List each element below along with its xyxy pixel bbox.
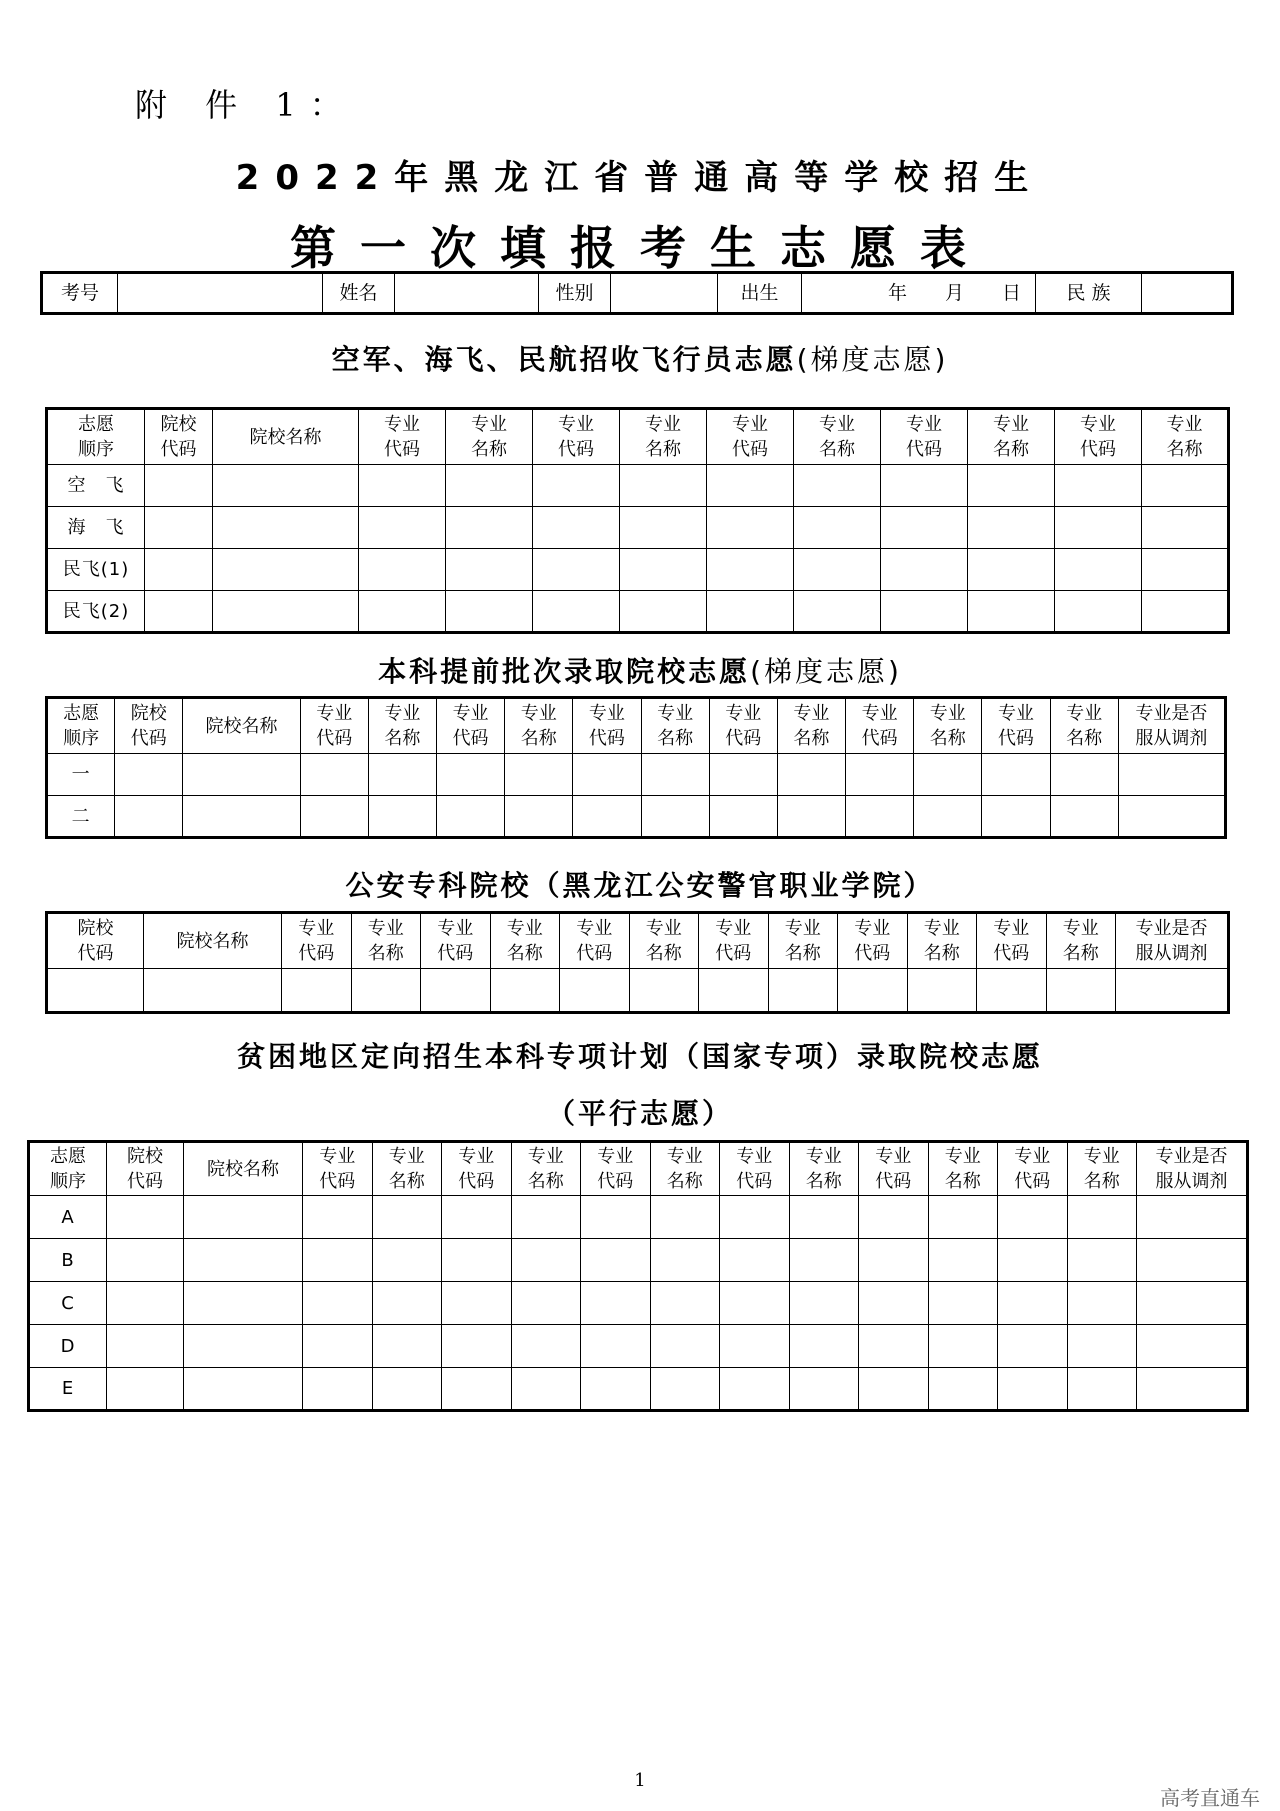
table-row: [47, 549, 1229, 591]
poverty-header-cell: 专业 名称: [511, 1142, 581, 1196]
poverty-input-cell[interactable]: [303, 1282, 373, 1325]
table-row: [47, 754, 1226, 796]
police-section-title: 公安专科院校（黑龙江公安警官职业学院）: [345, 869, 935, 902]
police-header-row: [47, 913, 1229, 969]
watermark: 高考直通车: [1160, 1786, 1260, 1810]
poverty-input-cell[interactable]: [998, 1282, 1068, 1325]
poverty-input-cell[interactable]: [372, 1196, 442, 1239]
early-header-cell: 专业是否 服从调剂: [1118, 698, 1225, 754]
pilot-input-cell[interactable]: [213, 591, 359, 633]
police-input-cell[interactable]: [838, 969, 908, 1013]
poverty-header-row: [29, 1142, 1248, 1196]
early-input-cell[interactable]: [709, 754, 777, 796]
poverty-input-cell[interactable]: [789, 1282, 859, 1325]
poverty-header-cell: 专业 代码: [720, 1142, 790, 1196]
poverty-input-cell[interactable]: [998, 1368, 1068, 1411]
police-input-cell[interactable]: [699, 969, 769, 1013]
pilot-input-cell[interactable]: [881, 549, 968, 591]
pilot-input-cell[interactable]: [359, 507, 446, 549]
poverty-input-cell[interactable]: [581, 1239, 651, 1282]
table-row: [29, 1282, 1248, 1325]
pilot-input-cell[interactable]: [707, 507, 794, 549]
poverty-header-cell: 院校名称: [184, 1142, 303, 1196]
poverty-input-cell[interactable]: [720, 1368, 790, 1411]
pilot-header-cell: 专业 代码: [707, 409, 794, 465]
pilot-input-cell[interactable]: [1142, 507, 1229, 549]
poverty-input-cell[interactable]: [720, 1196, 790, 1239]
poverty-header-cell: 专业 名称: [789, 1142, 859, 1196]
pilot-header-cell: 专业 代码: [533, 409, 620, 465]
early-input-cell[interactable]: [1050, 754, 1118, 796]
pilot-input-cell[interactable]: [620, 465, 707, 507]
early-input-cell[interactable]: [641, 754, 709, 796]
pilot-input-cell[interactable]: [1055, 549, 1142, 591]
poverty-input-cell[interactable]: [998, 1239, 1068, 1282]
poverty-input-cell[interactable]: [720, 1282, 790, 1325]
pilot-input-cell[interactable]: [1142, 549, 1229, 591]
poverty-input-cell[interactable]: [184, 1239, 303, 1282]
poverty-header-cell: 专业是否 服从调剂: [1137, 1142, 1248, 1196]
poverty-input-cell[interactable]: [303, 1196, 373, 1239]
poverty-input-cell[interactable]: [303, 1368, 373, 1411]
poverty-input-cell[interactable]: [1067, 1325, 1137, 1368]
pilot-input-cell[interactable]: [359, 591, 446, 633]
poverty-input-cell[interactable]: [1137, 1196, 1248, 1239]
early-header-cell: 专业 代码: [982, 698, 1050, 754]
pilot-input-cell[interactable]: [707, 549, 794, 591]
poverty-header-cell: 专业 名称: [650, 1142, 720, 1196]
early-input-cell[interactable]: [368, 796, 436, 838]
pilot-header-cell: 专业 名称: [1142, 409, 1229, 465]
pilot-header-cell: 专业 名称: [446, 409, 533, 465]
poverty-input-cell[interactable]: [789, 1368, 859, 1411]
name-field[interactable]: [395, 273, 539, 314]
table-row: [47, 591, 1229, 633]
early-input-cell[interactable]: [300, 754, 368, 796]
early-input-cell[interactable]: [183, 796, 300, 838]
early-input-cell[interactable]: [1118, 796, 1225, 838]
pilot-input-cell[interactable]: [707, 465, 794, 507]
police-input-cell[interactable]: [1046, 969, 1116, 1013]
page-title-line2: 第一次填报考生志愿表: [290, 221, 990, 275]
early-input-cell[interactable]: [505, 754, 573, 796]
early-input-cell[interactable]: [436, 754, 504, 796]
poverty-section-subtitle: （平行志愿）: [546, 1097, 733, 1130]
police-header-cell: 专业 代码: [977, 913, 1047, 969]
poverty-input-cell[interactable]: [859, 1325, 929, 1368]
ethnicity-label: 民 族: [1036, 273, 1142, 314]
early-input-cell[interactable]: [641, 796, 709, 838]
poverty-header-cell: 专业 代码: [998, 1142, 1068, 1196]
pilot-input-cell[interactable]: [213, 549, 359, 591]
pilot-input-cell[interactable]: [446, 549, 533, 591]
police-input-cell[interactable]: [47, 969, 144, 1013]
early-title-suffix: (梯度志愿): [750, 655, 902, 688]
early-title: 本科提前批次录取院校志愿: [378, 655, 751, 688]
early-input-cell[interactable]: [115, 754, 183, 796]
poverty-header-cell: 专业 代码: [303, 1142, 373, 1196]
poverty-input-cell[interactable]: [511, 1368, 581, 1411]
pilot-table: [45, 407, 1230, 634]
early-input-cell[interactable]: [505, 796, 573, 838]
early-input-cell[interactable]: [1050, 796, 1118, 838]
poverty-input-cell[interactable]: [372, 1239, 442, 1282]
pilot-input-cell[interactable]: [145, 549, 213, 591]
pilot-input-cell[interactable]: [620, 591, 707, 633]
early-header-cell: 专业 代码: [300, 698, 368, 754]
poverty-input-cell[interactable]: [650, 1196, 720, 1239]
poverty-input-cell[interactable]: [442, 1282, 512, 1325]
police-input-cell[interactable]: [282, 969, 352, 1013]
poverty-input-cell[interactable]: [372, 1282, 442, 1325]
table-row: [29, 1325, 1248, 1368]
pilot-input-cell[interactable]: [881, 465, 968, 507]
early-header-cell: 专业 代码: [573, 698, 641, 754]
pilot-input-cell[interactable]: [533, 549, 620, 591]
table-row: [29, 1368, 1248, 1411]
police-header-cell: 专业 名称: [629, 913, 699, 969]
early-header-cell: 专业 名称: [368, 698, 436, 754]
poverty-input-cell[interactable]: [789, 1196, 859, 1239]
table-row: [47, 465, 1229, 507]
early-input-cell[interactable]: [573, 796, 641, 838]
early-header-cell: 志愿 顺序: [47, 698, 115, 754]
early-header-cell: 专业 代码: [709, 698, 777, 754]
poverty-input-cell[interactable]: [581, 1368, 651, 1411]
poverty-input-cell[interactable]: [1067, 1368, 1137, 1411]
police-header-cell: 专业 代码: [282, 913, 352, 969]
police-header-cell: 专业 名称: [1046, 913, 1116, 969]
early-header-row: [47, 698, 1226, 754]
early-input-cell[interactable]: [709, 796, 777, 838]
early-input-cell[interactable]: [982, 796, 1050, 838]
pilot-input-cell[interactable]: [213, 465, 359, 507]
poverty-header-cell: 专业 名称: [928, 1142, 998, 1196]
poverty-input-cell[interactable]: [107, 1239, 184, 1282]
poverty-input-cell[interactable]: [303, 1325, 373, 1368]
poverty-header-cell: 院校 代码: [107, 1142, 184, 1196]
police-header-cell: 专业 名称: [907, 913, 977, 969]
pilot-header-cell: 专业 名称: [968, 409, 1055, 465]
poverty-input-cell[interactable]: [859, 1282, 929, 1325]
poverty-input-cell[interactable]: [442, 1368, 512, 1411]
police-input-cell[interactable]: [144, 969, 282, 1013]
poverty-input-cell[interactable]: [650, 1282, 720, 1325]
table-row: [47, 507, 1229, 549]
table-row: [29, 1239, 1248, 1282]
pilot-title-suffix: (梯度志愿): [796, 343, 949, 376]
early-input-cell[interactable]: [436, 796, 504, 838]
poverty-row-label: E: [29, 1368, 107, 1411]
poverty-input-cell[interactable]: [789, 1325, 859, 1368]
pilot-input-cell[interactable]: [968, 549, 1055, 591]
police-input-cell[interactable]: [490, 969, 560, 1013]
police-input-cell[interactable]: [421, 969, 491, 1013]
ethnicity-field[interactable]: [1142, 273, 1233, 314]
police-header-cell: 院校名称: [144, 913, 282, 969]
pilot-input-cell[interactable]: [620, 507, 707, 549]
poverty-input-cell[interactable]: [1067, 1282, 1137, 1325]
early-section-title: [0, 650, 1280, 690]
police-header-cell: 专业 名称: [490, 913, 560, 969]
police-header-cell: 专业 名称: [768, 913, 838, 969]
pilot-row-label: 空 飞: [47, 465, 145, 507]
poverty-input-cell[interactable]: [372, 1368, 442, 1411]
police-input-cell[interactable]: [351, 969, 421, 1013]
birth-date-field[interactable]: 年 月 日: [802, 273, 1036, 314]
early-input-cell[interactable]: [183, 754, 300, 796]
pilot-header-cell: 志愿 顺序: [47, 409, 145, 465]
poverty-input-cell[interactable]: [1067, 1196, 1137, 1239]
poverty-input-cell[interactable]: [442, 1239, 512, 1282]
poverty-header-cell: 专业 代码: [442, 1142, 512, 1196]
poverty-input-cell[interactable]: [859, 1368, 929, 1411]
pilot-input-cell[interactable]: [145, 591, 213, 633]
pilot-input-cell[interactable]: [968, 591, 1055, 633]
pilot-header-cell: 专业 代码: [881, 409, 968, 465]
table-row: [47, 796, 1226, 838]
table-row: [47, 969, 1229, 1013]
pilot-input-cell[interactable]: [359, 465, 446, 507]
poverty-row-label: C: [29, 1282, 107, 1325]
pilot-input-cell[interactable]: [359, 549, 446, 591]
poverty-input-cell[interactable]: [1067, 1239, 1137, 1282]
pilot-header-cell: 专业 名称: [794, 409, 881, 465]
poverty-input-cell[interactable]: [511, 1282, 581, 1325]
poverty-input-cell[interactable]: [650, 1239, 720, 1282]
pilot-header-cell: 院校名称: [213, 409, 359, 465]
poverty-input-cell[interactable]: [928, 1239, 998, 1282]
pilot-input-cell[interactable]: [145, 507, 213, 549]
poverty-input-cell[interactable]: [928, 1282, 998, 1325]
exam-no-field[interactable]: [118, 273, 323, 314]
poverty-input-cell[interactable]: [1137, 1282, 1248, 1325]
pilot-title: 空军、海飞、民航招收飞行员志愿: [331, 343, 797, 376]
early-input-cell[interactable]: [914, 796, 982, 838]
poverty-input-cell[interactable]: [928, 1325, 998, 1368]
early-header-cell: 院校 代码: [115, 698, 183, 754]
early-header-cell: 专业 名称: [505, 698, 573, 754]
police-input-cell[interactable]: [768, 969, 838, 1013]
pilot-input-cell[interactable]: [533, 591, 620, 633]
pilot-input-cell[interactable]: [794, 507, 881, 549]
poverty-input-cell[interactable]: [184, 1368, 303, 1411]
birth-label: 出生: [718, 273, 802, 314]
poverty-input-cell[interactable]: [581, 1282, 651, 1325]
early-input-cell[interactable]: [573, 754, 641, 796]
pilot-header-cell: 专业 名称: [620, 409, 707, 465]
poverty-header-cell: 志愿 顺序: [29, 1142, 107, 1196]
pilot-input-cell[interactable]: [1055, 507, 1142, 549]
poverty-input-cell[interactable]: [107, 1196, 184, 1239]
page-number: 1: [634, 1770, 646, 1791]
poverty-input-cell[interactable]: [1137, 1325, 1248, 1368]
early-input-cell[interactable]: [368, 754, 436, 796]
police-input-cell[interactable]: [629, 969, 699, 1013]
pilot-input-cell[interactable]: [968, 507, 1055, 549]
page-title-line1: 2022年黑龙江省普通高等学校招生: [235, 158, 1045, 198]
pilot-input-cell[interactable]: [1055, 465, 1142, 507]
poverty-input-cell[interactable]: [511, 1239, 581, 1282]
pilot-input-cell[interactable]: [881, 591, 968, 633]
pilot-input-cell[interactable]: [794, 549, 881, 591]
police-header-cell: 专业 代码: [560, 913, 630, 969]
early-input-cell[interactable]: [300, 796, 368, 838]
pilot-header-row: [47, 409, 1229, 465]
exam-no-label: 考号: [42, 273, 118, 314]
poverty-input-cell[interactable]: [928, 1368, 998, 1411]
pilot-input-cell[interactable]: [794, 465, 881, 507]
poverty-input-cell[interactable]: [107, 1282, 184, 1325]
police-header-cell: 专业是否 服从调剂: [1116, 913, 1229, 969]
poverty-input-cell[interactable]: [511, 1325, 581, 1368]
police-input-cell[interactable]: [907, 969, 977, 1013]
early-header-cell: 专业 名称: [1050, 698, 1118, 754]
pilot-input-cell[interactable]: [145, 465, 213, 507]
poverty-table: [27, 1140, 1249, 1412]
poverty-input-cell[interactable]: [184, 1282, 303, 1325]
police-table: [45, 911, 1230, 1014]
early-row-label: 二: [47, 796, 115, 838]
poverty-input-cell[interactable]: [650, 1325, 720, 1368]
poverty-input-cell[interactable]: [859, 1196, 929, 1239]
police-header-cell: 专业 代码: [421, 913, 491, 969]
pilot-row-label: 海 飞: [47, 507, 145, 549]
pilot-input-cell[interactable]: [533, 465, 620, 507]
poverty-input-cell[interactable]: [720, 1239, 790, 1282]
pilot-input-cell[interactable]: [794, 591, 881, 633]
pilot-header-cell: 专业 代码: [359, 409, 446, 465]
poverty-input-cell[interactable]: [303, 1239, 373, 1282]
early-header-cell: 专业 名称: [641, 698, 709, 754]
police-header-cell: 专业 名称: [351, 913, 421, 969]
poverty-row-label: A: [29, 1196, 107, 1239]
pilot-input-cell[interactable]: [707, 591, 794, 633]
pilot-input-cell[interactable]: [213, 507, 359, 549]
poverty-input-cell[interactable]: [442, 1196, 512, 1239]
early-input-cell[interactable]: [846, 754, 914, 796]
poverty-input-cell[interactable]: [998, 1325, 1068, 1368]
poverty-row-label: B: [29, 1239, 107, 1282]
poverty-header-cell: 专业 名称: [1067, 1142, 1137, 1196]
pilot-row-label: 民飞(2): [47, 591, 145, 633]
early-header-cell: 专业 代码: [436, 698, 504, 754]
poverty-input-cell[interactable]: [650, 1368, 720, 1411]
early-batch-table: [45, 696, 1227, 839]
poverty-input-cell[interactable]: [442, 1325, 512, 1368]
early-input-cell[interactable]: [982, 754, 1050, 796]
early-input-cell[interactable]: [777, 754, 845, 796]
early-header-cell: 专业 名称: [777, 698, 845, 754]
poverty-input-cell[interactable]: [998, 1196, 1068, 1239]
poverty-input-cell[interactable]: [511, 1196, 581, 1239]
poverty-input-cell[interactable]: [107, 1325, 184, 1368]
poverty-input-cell[interactable]: [1137, 1239, 1248, 1282]
police-input-cell[interactable]: [1116, 969, 1229, 1013]
early-input-cell[interactable]: [777, 796, 845, 838]
poverty-input-cell[interactable]: [107, 1368, 184, 1411]
police-input-cell[interactable]: [977, 969, 1047, 1013]
poverty-input-cell[interactable]: [720, 1325, 790, 1368]
poverty-section-title: 贫困地区定向招生本科专项计划（国家专项）录取院校志愿: [236, 1040, 1043, 1073]
attachment-label: 附 件 1：: [135, 86, 356, 124]
police-header-cell: 专业 代码: [838, 913, 908, 969]
police-input-cell[interactable]: [560, 969, 630, 1013]
pilot-input-cell[interactable]: [881, 507, 968, 549]
pilot-header-cell: 专业 代码: [1055, 409, 1142, 465]
pilot-input-cell[interactable]: [1142, 465, 1229, 507]
early-header-cell: 专业 名称: [914, 698, 982, 754]
pilot-input-cell[interactable]: [446, 591, 533, 633]
poverty-input-cell[interactable]: [372, 1325, 442, 1368]
pilot-input-cell[interactable]: [1055, 591, 1142, 633]
pilot-section-title: [0, 338, 1280, 378]
poverty-input-cell[interactable]: [859, 1239, 929, 1282]
poverty-header-cell: 专业 代码: [581, 1142, 651, 1196]
early-row-label: 一: [47, 754, 115, 796]
early-input-cell[interactable]: [115, 796, 183, 838]
poverty-input-cell[interactable]: [184, 1325, 303, 1368]
pilot-row-label: 民飞(1): [47, 549, 145, 591]
early-input-cell[interactable]: [914, 754, 982, 796]
poverty-input-cell[interactable]: [789, 1239, 859, 1282]
pilot-input-cell[interactable]: [446, 465, 533, 507]
pilot-input-cell[interactable]: [968, 465, 1055, 507]
poverty-header-cell: 专业 代码: [859, 1142, 929, 1196]
pilot-input-cell[interactable]: [620, 549, 707, 591]
poverty-row-label: D: [29, 1325, 107, 1368]
poverty-input-cell[interactable]: [928, 1196, 998, 1239]
early-header-cell: 院校名称: [183, 698, 300, 754]
gender-field[interactable]: [611, 273, 718, 314]
gender-label: 性别: [539, 273, 611, 314]
pilot-input-cell[interactable]: [446, 507, 533, 549]
early-input-cell[interactable]: [1118, 754, 1225, 796]
early-input-cell[interactable]: [846, 796, 914, 838]
poverty-input-cell[interactable]: [184, 1196, 303, 1239]
pilot-input-cell[interactable]: [533, 507, 620, 549]
police-header-cell: 院校 代码: [47, 913, 144, 969]
poverty-input-cell[interactable]: [1137, 1368, 1248, 1411]
poverty-input-cell[interactable]: [581, 1325, 651, 1368]
police-header-cell: 专业 代码: [699, 913, 769, 969]
candidate-info-table: [40, 271, 1234, 315]
poverty-input-cell[interactable]: [581, 1196, 651, 1239]
name-label: 姓名: [323, 273, 395, 314]
table-row: [29, 1196, 1248, 1239]
pilot-input-cell[interactable]: [1142, 591, 1229, 633]
poverty-header-cell: 专业 名称: [372, 1142, 442, 1196]
early-header-cell: 专业 代码: [846, 698, 914, 754]
pilot-header-cell: 院校 代码: [145, 409, 213, 465]
